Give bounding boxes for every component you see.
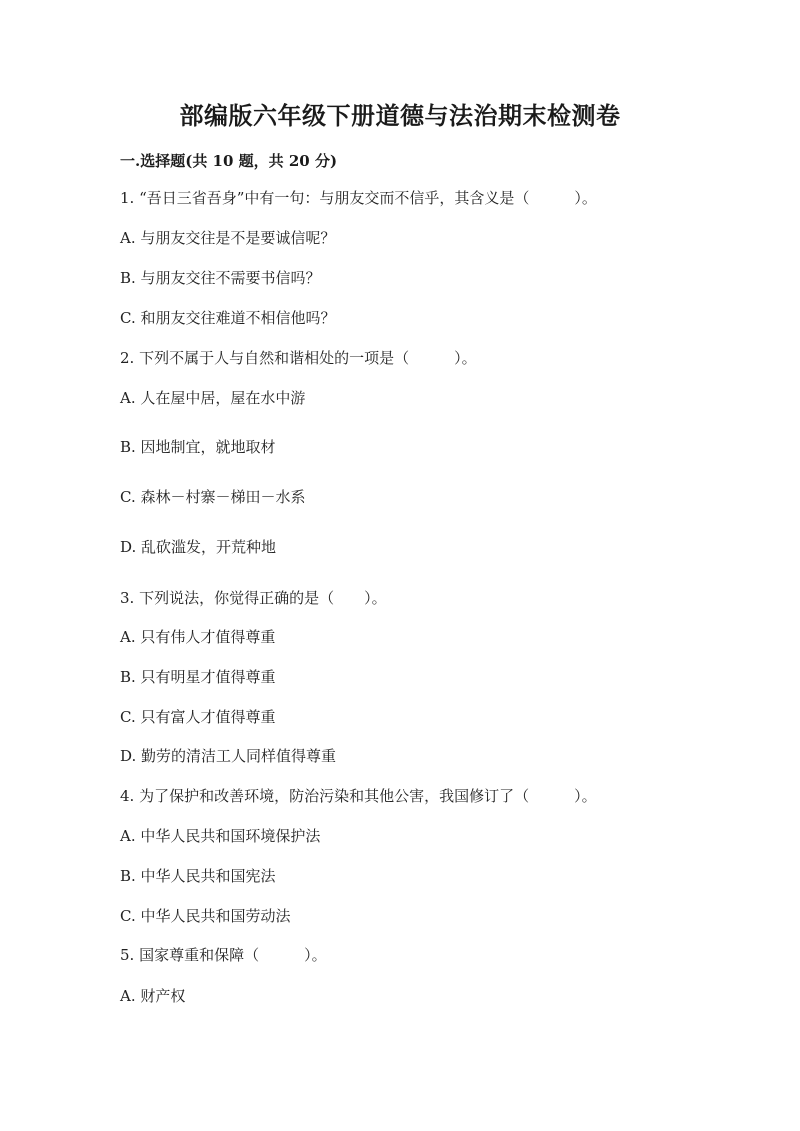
section-header: 一.选择题(共 10 题，共 20 分) (120, 152, 338, 170)
question-3-option-c: C. 只有富人才值得尊重 (120, 708, 276, 726)
question-1: 1. “吾日三省吾身”中有一句：与朋友交而不信乎，其含义是（ ）。 (120, 189, 597, 207)
question-4-option-a: A. 中华人民共和国环境保护法 (120, 827, 321, 845)
question-1-option-b: B. 与朋友交往不需要书信吗？ (120, 269, 321, 287)
question-2-option-a: A. 人在屋中居，屋在水中游 (120, 389, 306, 407)
question-1-option-a: A. 与朋友交往是不是要诚信呢？ (120, 229, 336, 247)
question-3-option-b: B. 只有明星才值得尊重 (120, 668, 276, 686)
page-title: 部编版六年级下册道德与法治期末检测卷 (179, 101, 621, 130)
question-2-option-b: B. 因地制宜，就地取材 (120, 438, 276, 456)
question-1-option-c: C. 和朋友交往难道不相信他吗？ (120, 309, 336, 327)
question-3-option-a: A. 只有伟人才值得尊重 (120, 628, 276, 646)
question-3: 3. 下列说法，你觉得正确的是（ ）。 (120, 589, 387, 607)
question-4-option-b: B. 中华人民共和国宪法 (120, 867, 276, 885)
question-4-option-c: C. 中华人民共和国劳动法 (120, 907, 291, 925)
question-5-option-a: A. 财产权 (120, 987, 186, 1005)
question-2: 2. 下列不属于人与自然和谐相处的一项是（ ）。 (120, 349, 477, 367)
question-2-option-d: D. 乱砍滥发，开荒种地 (120, 538, 277, 556)
question-2-option-c: C. 森林－村寨－梯田－水系 (120, 488, 306, 506)
question-5: 5. 国家尊重和保障（ ）。 (120, 946, 327, 964)
question-4: 4. 为了保护和改善环境，防治污染和其他公害，我国修订了（ ）。 (120, 787, 597, 805)
question-3-option-d: D. 勤劳的清洁工人同样值得尊重 (120, 747, 337, 765)
